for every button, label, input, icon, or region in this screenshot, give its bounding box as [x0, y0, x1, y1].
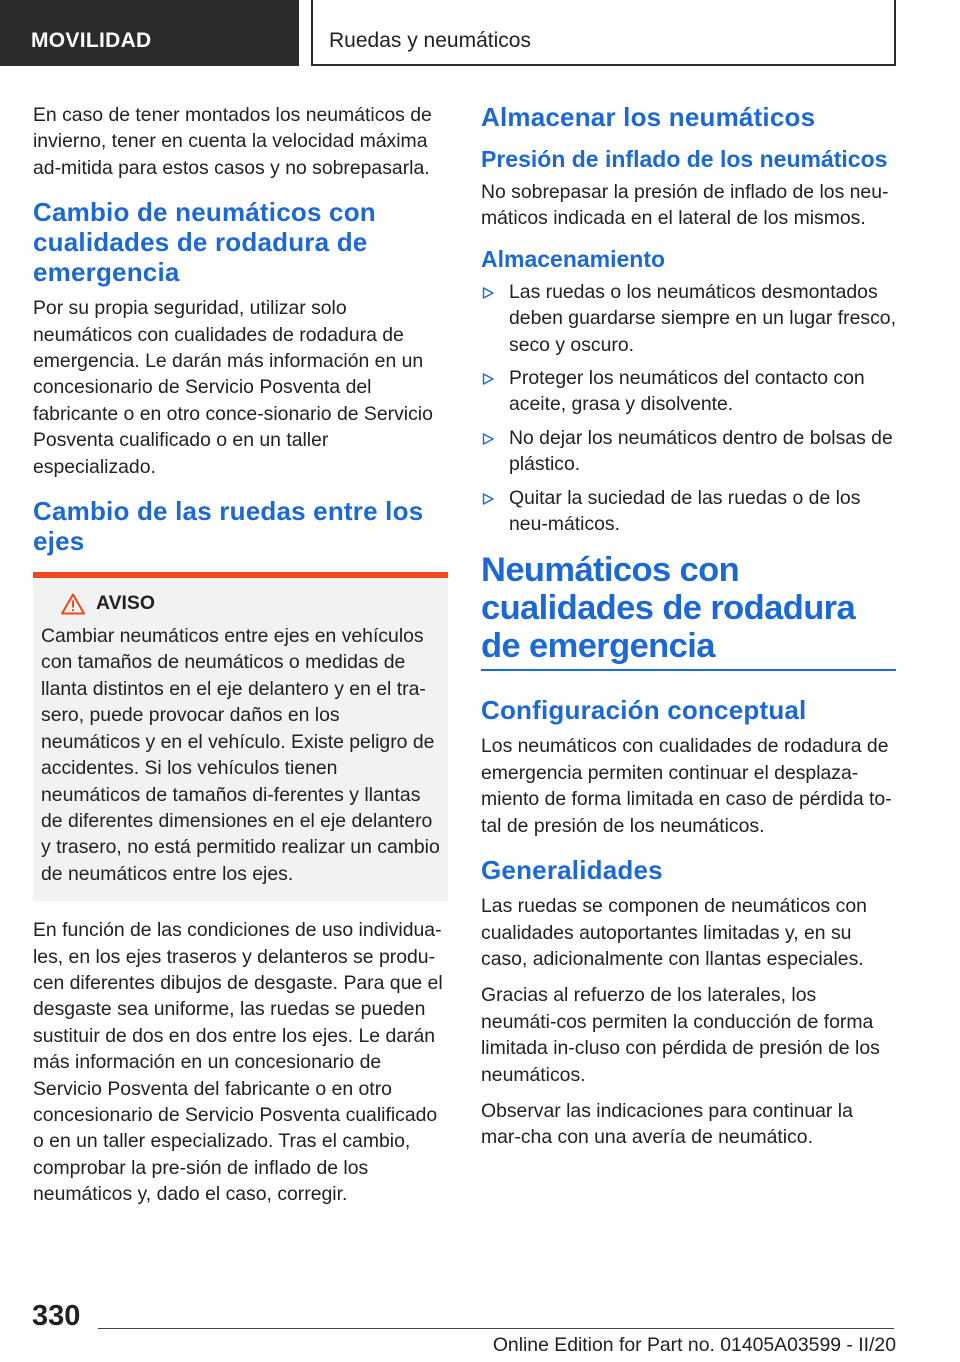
- triangle-bullet-icon: [482, 433, 494, 445]
- warning-text: Cambiar neumáticos entre ejes en vehículos con tamaños de neumáticos o medidas de llanta distintos en el eje delantero y en el tra‐sero, puede provocar daños en los neumáticos y en el vehículo. Existe peligro de accidentes. Si los vehículos tienen neumáticos de tamaños di‐ferentes y llantas de diferentes dimensiones en el eje delantero y trasero, no está permitido realizar un cambio de neumáticos entre los ejes.: [41, 625, 440, 885]
- triangle-bullet-icon: [482, 287, 494, 299]
- axle-swap-paragraph: En función de las condiciones de uso individua‐les, en los ejes traseros y delanteros se produ‐cen diferentes dibujos de desgaste. Para que el desgaste sea uniforme, las ruedas se pueden sustituir de dos en dos entre los ejes. Le darán más información en un concesionario de Servicio Posventa del fabricante o en otro concesionario de Servicio Posventa cualificado o en un taller especializado. Tras el cambio, comprobar la pre‐sión de inflado de los neumáticos y, dado el caso, corregir.: [33, 919, 443, 1206]
- heading-general: Generalidades: [481, 855, 663, 886]
- list-item: [481, 425, 896, 478]
- heading-runflat-tires: Neumáticos con cualidades de rodadura de emergencia: [481, 551, 896, 671]
- list-item-text: Proteger los neumáticos del contacto con aceite, grasa y disolvente.: [509, 367, 865, 416]
- list-item: [481, 365, 896, 418]
- page-header: [0, 0, 960, 66]
- heading-concept: Configuración conceptual: [481, 695, 807, 726]
- list-item: [481, 279, 896, 358]
- triangle-bullet-icon: [482, 373, 494, 385]
- intro-paragraph: En caso de tener montados los neumáticos de invierno, tener en cuenta la velocidad máxima ad‐mitida para estos casos y no sobrepasarla.: [33, 104, 432, 179]
- footer-divider: [98, 1328, 894, 1329]
- right-column: [481, 102, 896, 1161]
- storage-list: [481, 279, 896, 538]
- heading-runflat-change: Cambio de neumáticos con cualidades de rodadura de emergencia: [33, 197, 376, 288]
- list-item-text: Quitar la suciedad de las ruedas o de los neu‐máticos.: [509, 486, 861, 536]
- footer-edition: Online Edition for Part no. 01405A03599 - II/20: [492, 1334, 896, 1356]
- header-section-title: MOVILIDAD: [0, 0, 299, 66]
- warning-title: AVISO: [96, 592, 155, 615]
- triangle-bullet-icon: [482, 493, 494, 505]
- general-paragraph-3: Observar las indicaciones para continuar la mar‐cha con una avería de neumático.: [481, 1099, 853, 1149]
- list-item: [481, 485, 896, 538]
- heading-storage: Almacenamiento: [481, 245, 666, 272]
- warning-triangle-icon: [61, 593, 85, 615]
- inflation-pressure-paragraph: No sobrepasar la presión de inflado de los neu‐máticos indicada en el lateral de los mismos.: [481, 181, 889, 230]
- heading-axle-swap: Cambio de las ruedas entre los ejes: [33, 496, 424, 557]
- general-paragraph-1: Las ruedas se componen de neumáticos con cualidades autoportantes limitadas y, en su caso, adicionalmente con llantas especiales.: [481, 895, 867, 970]
- header-chapter-title: Ruedas y neumáticos: [311, 0, 896, 66]
- list-item-text: No dejar los neumáticos dentro de bolsas de plástico.: [509, 426, 893, 476]
- heading-store-tires: Almacenar los neumáticos: [481, 102, 816, 132]
- runflat-change-paragraph: Por su propia seguridad, utilizar solo neumáticos con cualidades de rodadura de emergencia. Le darán más información en un concesionario de Servicio Posventa del fabricante o en otro conce‐sionario de Servicio Posventa cualificado o en un taller especializado.: [33, 297, 433, 478]
- heading-inflation-pressure: Presión de inflado de los neumáticos: [481, 146, 888, 172]
- warning-header: [41, 592, 441, 615]
- page-number: 330: [32, 1300, 81, 1332]
- warning-box: [33, 572, 448, 901]
- left-column: [33, 102, 448, 1218]
- list-item-text: Las ruedas o los neumáticos desmontados deben guardarse siempre en un lugar fresco, seco y oscuro.: [509, 280, 896, 356]
- general-paragraph-2: Gracias al refuerzo de los laterales, los neumáti‐cos permiten la conducción de forma limitada in‐cluso con pérdida de presión de los neumáticos.: [481, 984, 880, 1086]
- concept-paragraph: Los neumáticos con cualidades de rodadura de emergencia permiten continuar el desplaza‐miento de forma limitada en caso de pérdida to‐tal de presión de los neumáticos.: [481, 735, 892, 837]
